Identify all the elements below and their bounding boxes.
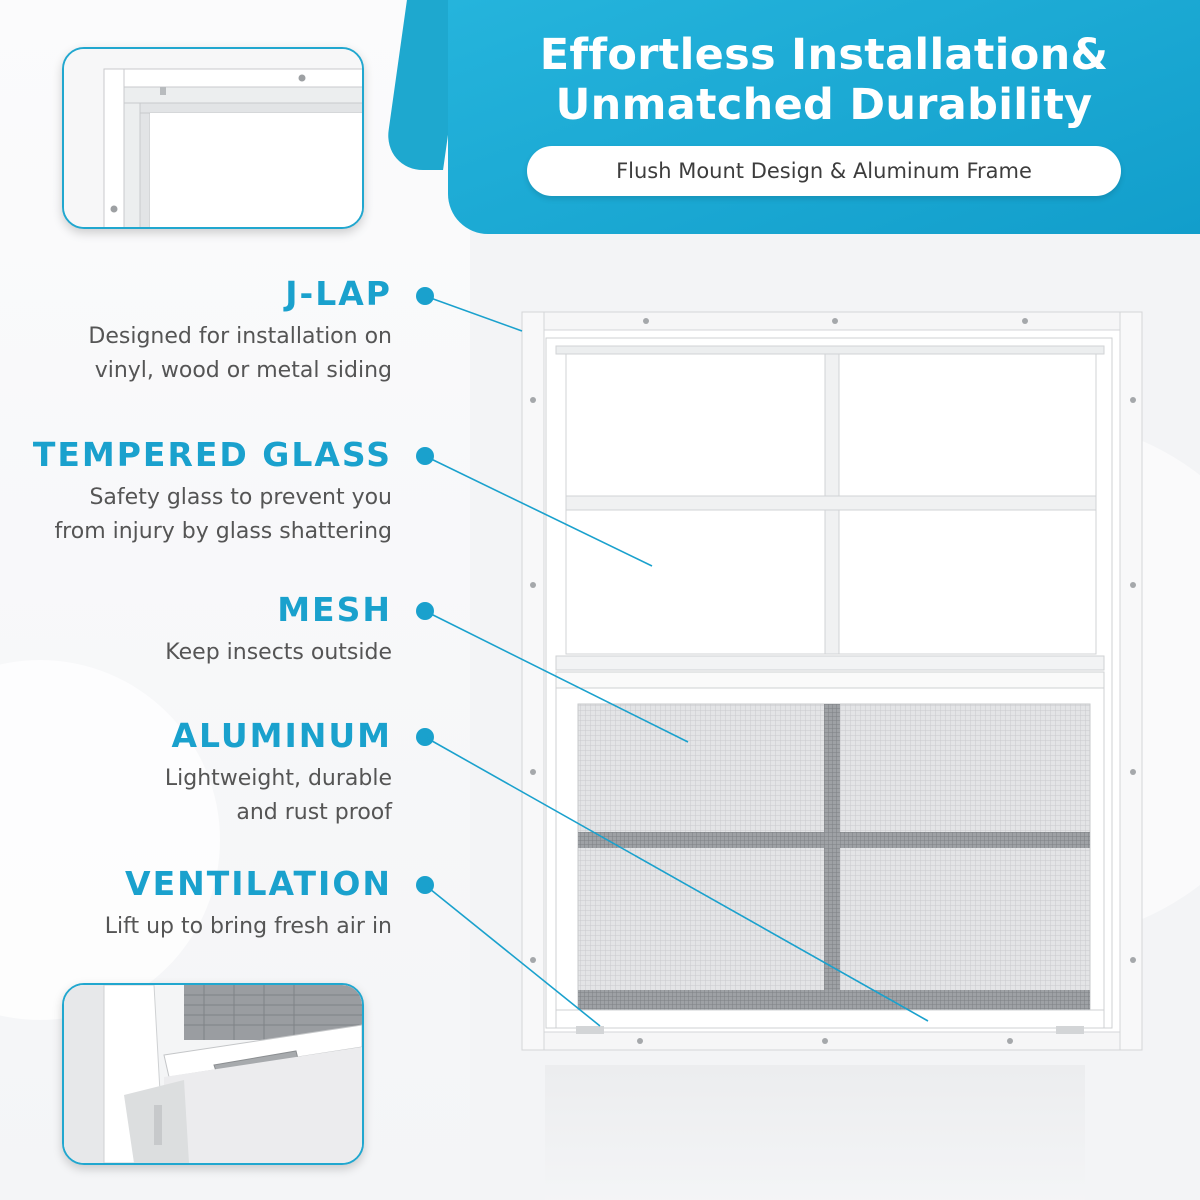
feature-title: VENTILATION: [125, 864, 392, 903]
feature-desc-line: Keep insects outside: [165, 640, 392, 665]
feature-desc-line: and rust proof: [236, 800, 392, 825]
feature-title: TEMPERED GLASS: [32, 435, 392, 474]
feature-desc-line: Lightweight, durable: [164, 766, 392, 791]
leader-line-tempered-glass: [425, 456, 652, 566]
leader-line-aluminum: [425, 737, 928, 1021]
feature-desc-line: from injury by glass shattering: [54, 519, 392, 544]
feature-title: ALUMINUM: [171, 716, 392, 755]
leader-line-mesh: [425, 611, 688, 742]
feature-desc-line: vinyl, wood or metal siding: [94, 358, 392, 383]
title-line-1: Effortless Installation&: [539, 30, 1109, 80]
title-line-2: Unmatched Durability: [555, 80, 1093, 130]
leader-line-ventilation: [425, 885, 600, 1026]
feature-title: J-LAP: [285, 274, 392, 313]
feature-desc-line: Designed for installation on: [88, 324, 392, 349]
subtitle-text: Flush Mount Design & Aluminum Frame: [616, 159, 1032, 183]
feature-desc-line: Safety glass to prevent you: [89, 485, 392, 510]
feature-desc-line: Lift up to bring fresh air in: [104, 914, 392, 939]
leader-line-jlap: [425, 296, 522, 331]
feature-title: MESH: [277, 590, 392, 629]
